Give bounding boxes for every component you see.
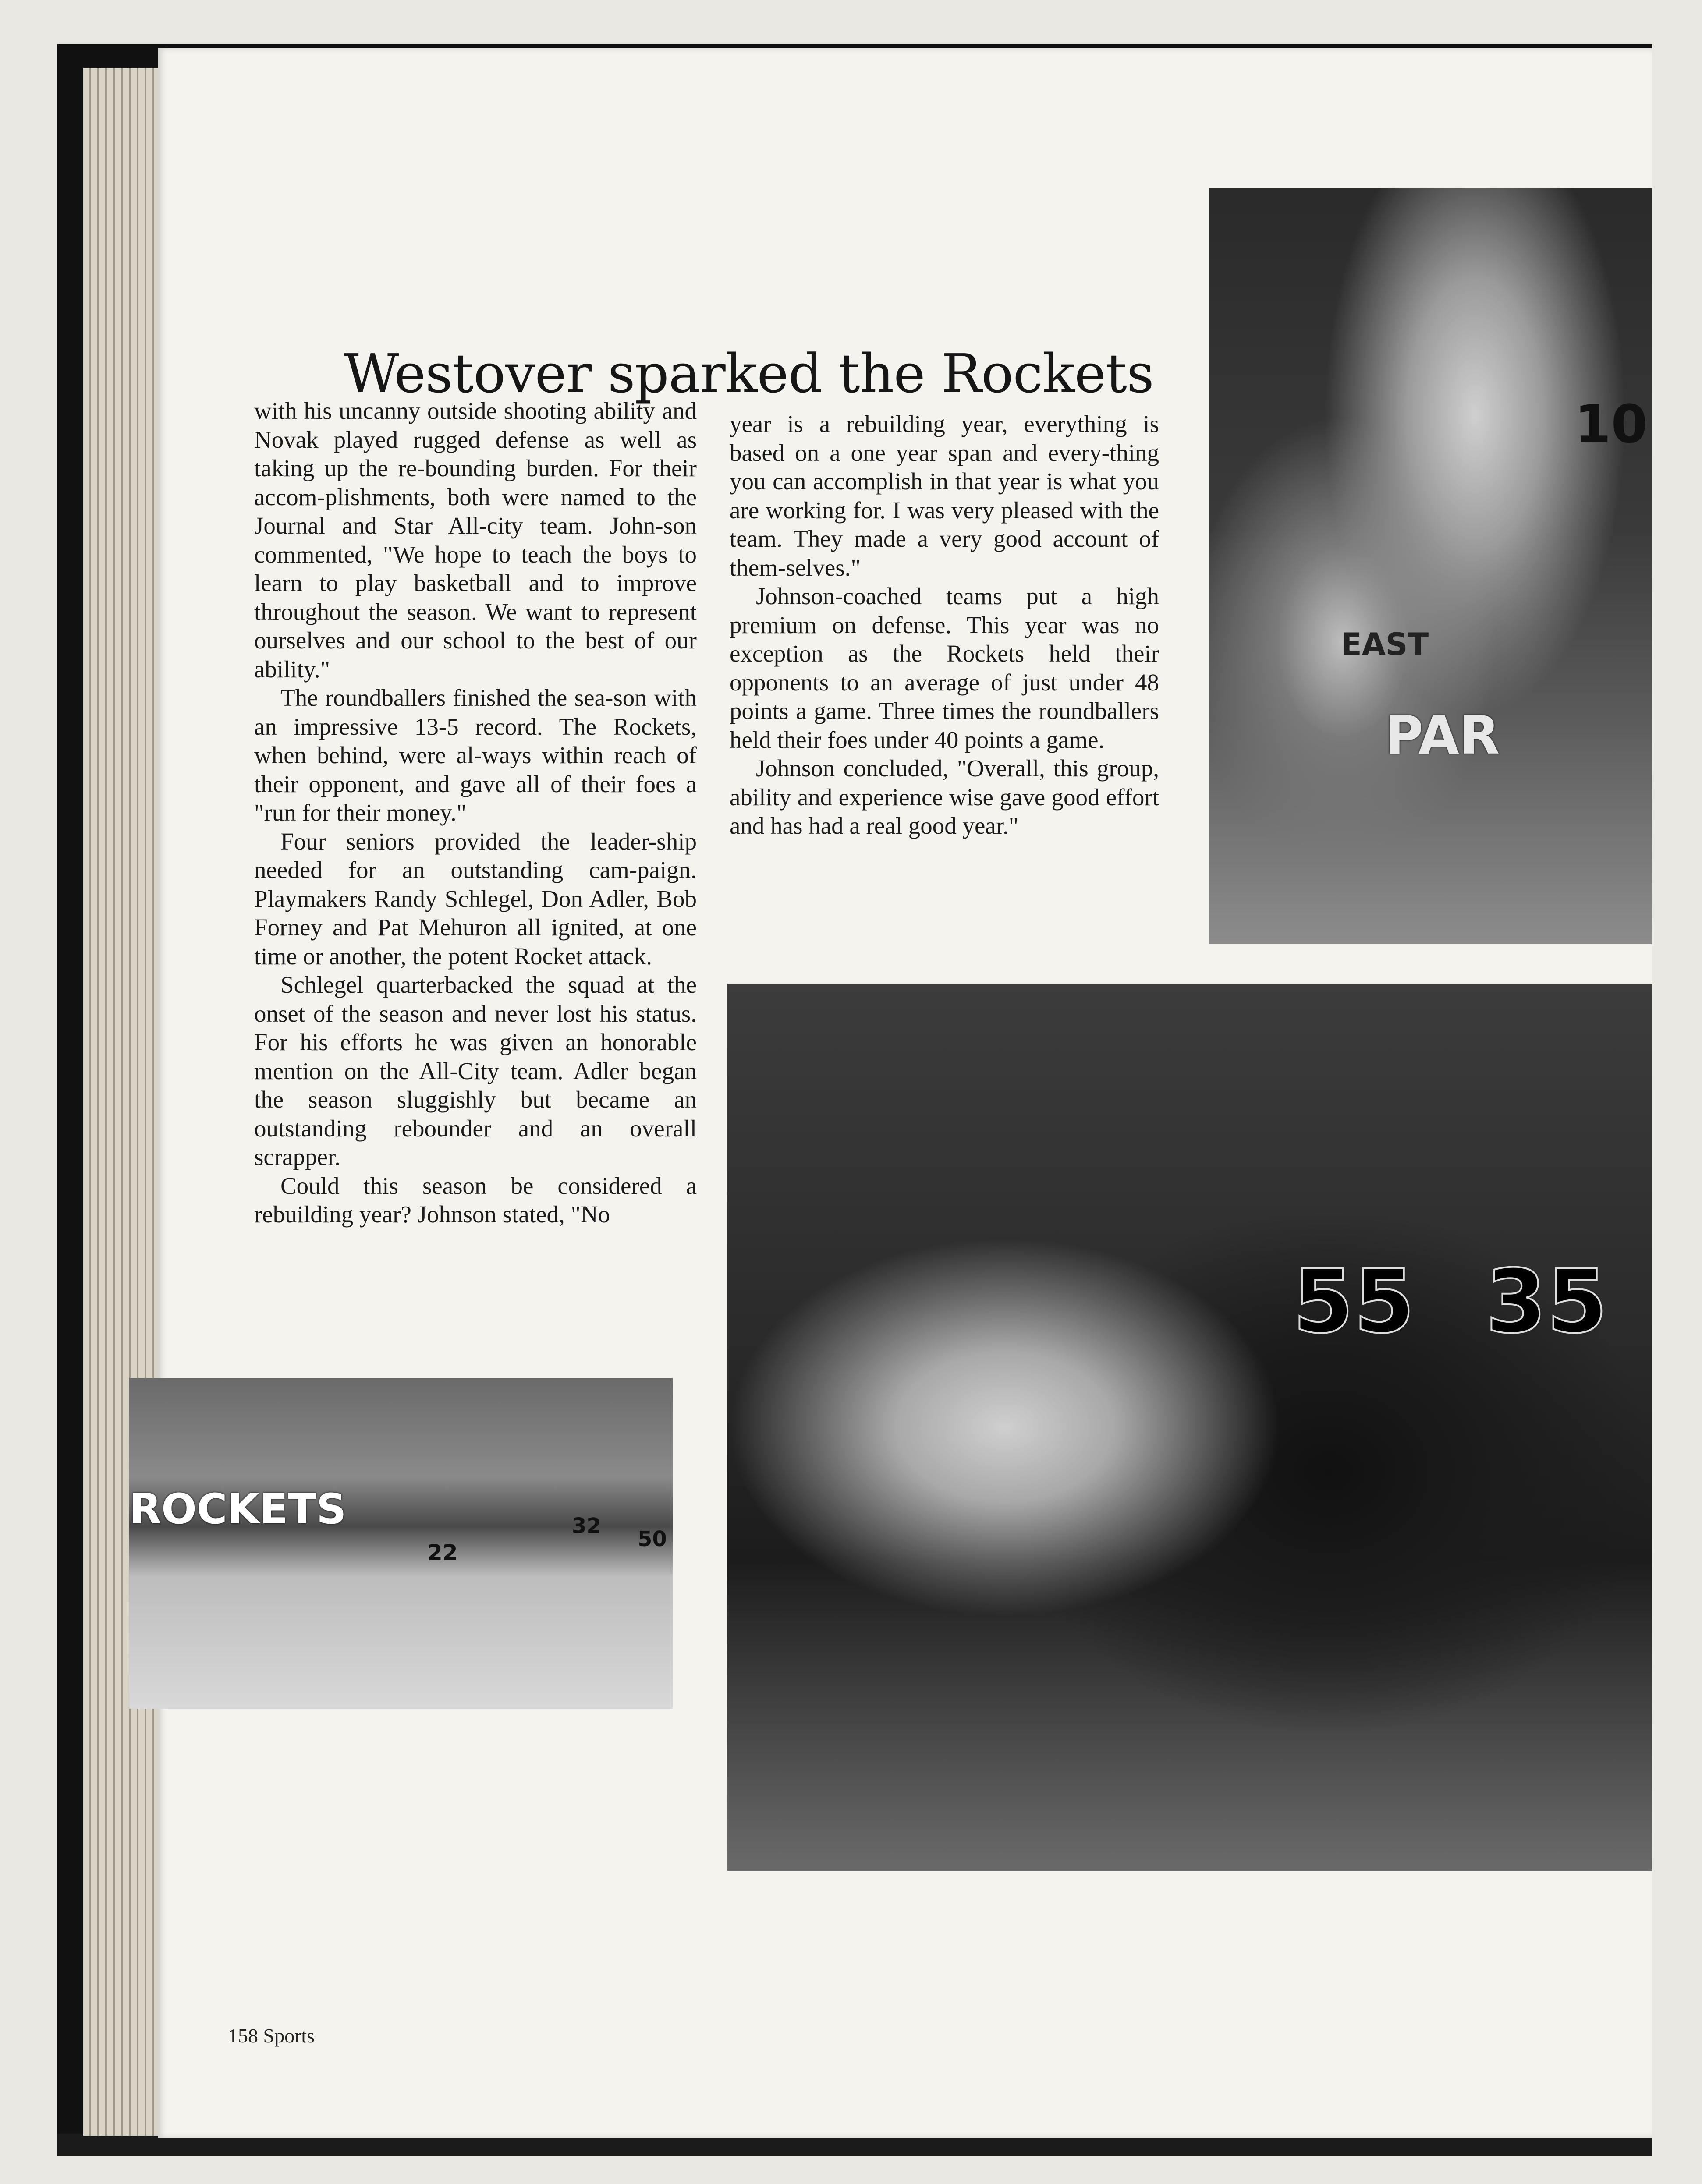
photo-court-action xyxy=(129,1378,673,1709)
article-headline: Westover sparked the Rockets xyxy=(344,342,1154,405)
jersey-text: EAST xyxy=(1341,627,1429,662)
paragraph: Johnson-coached teams put a high premium on defense. This year was no exception as the Rockets held their opponents to an average of just under 48 points a game. Three times the roundballers held their foes under 40 points a game. xyxy=(730,583,1159,753)
photo-basketball-game-shot xyxy=(1209,188,1652,944)
jersey-number: 32 xyxy=(572,1514,601,1538)
jersey-number: 50 xyxy=(638,1527,667,1551)
jersey-number: 35 xyxy=(1486,1251,1608,1353)
page-edge-stack xyxy=(83,68,162,2136)
paragraph: Johnson concluded, "Overall, this group, ability and experience wise gave good effort and has had a real good year." xyxy=(730,755,1159,839)
photo-coach-and-players xyxy=(727,984,1652,1871)
banner-text: ROCKETS xyxy=(129,1485,347,1533)
jersey-number: 22 xyxy=(427,1540,458,1565)
page-footer: 158 Sports xyxy=(228,2025,315,2047)
paragraph: The roundballers finished the sea-son with an impressive 13-5 record. The Rockets, when behind, were al-ways within reach of their opponent, and gave all of their foes a "run for their money." xyxy=(254,684,697,826)
paragraph: with his uncanny outside shooting ability and Novak played rugged defense as well as taking up the re-bounding burden. For their accom-plishments, both were named to the Journal and Star All-city team. John-son commented, "We hope to teach the boys to learn to play basketball and to improve throughout the season. We want to represent ourselves and our school to the best of our ability." xyxy=(254,397,697,683)
jersey-number: 55 xyxy=(1293,1251,1415,1353)
jersey-number: 10 xyxy=(1574,394,1648,455)
paragraph: Schlegel quarterbacked the squad at the onset of the season and never lost his status. For his efforts he was given an honorable mention on the All-City team. Adler began the season sluggishly but became an outstanding rebounder and an overall scrapper. xyxy=(254,971,697,1170)
article-column-1 xyxy=(254,396,697,1229)
paragraph: Could this season be considered a rebuilding year? Johnson stated, "No xyxy=(254,1172,697,1228)
scanner-left-edge xyxy=(57,44,83,2156)
banner-text: PAR xyxy=(1385,705,1500,766)
article-column-2 xyxy=(730,410,1159,840)
paragraph: year is a rebuilding year, everything is based on a one year span and every-thing you can accomplish in that year is what you are working for. I was very pleased with the team. They made a very good account of them-selves." xyxy=(730,411,1159,581)
paragraph: Four seniors provided the leader-ship needed for an outstanding cam-paign. Playmakers Randy Schlegel, Don Adler, Bob Forney and Pat Mehuron all ignited, at one time or another, the potent Rocket attack. xyxy=(254,828,697,970)
